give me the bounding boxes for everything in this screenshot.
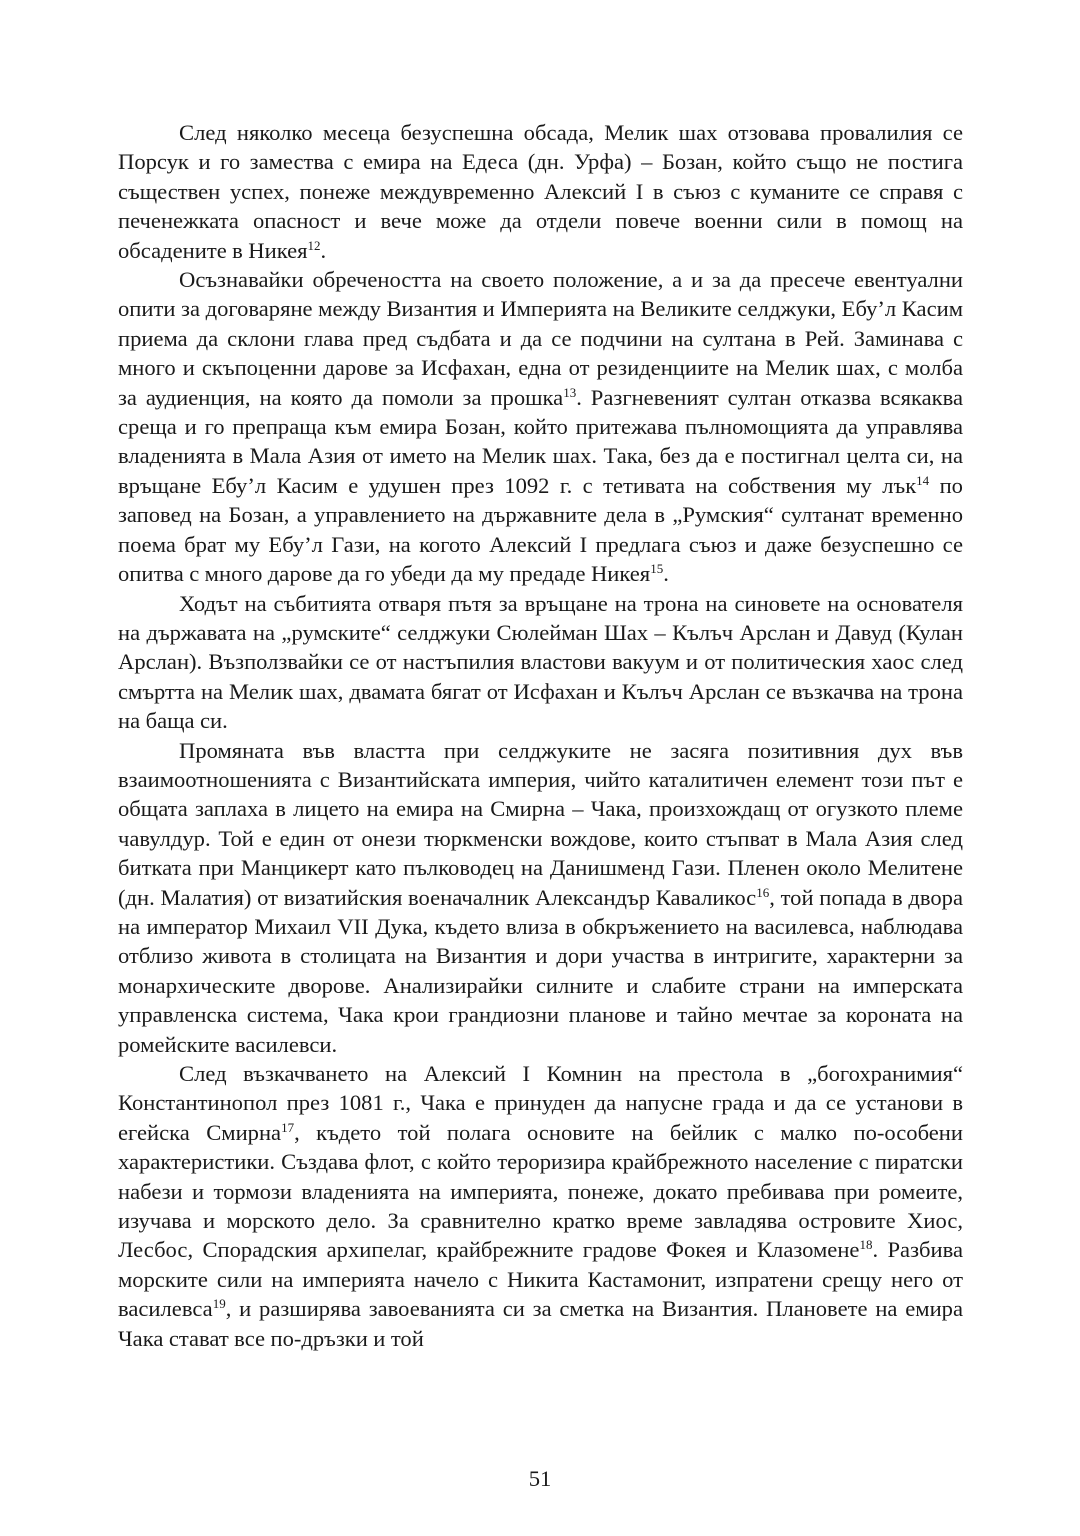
paragraph [118,736,963,1059]
paragraph-text: . Разбива морските сили на империята начело с Никита Кастамонит, изпратени срещу него от василевса [118,1237,963,1322]
document-page [118,118,963,1353]
paragraph [118,265,963,588]
paragraph-text: , той попада в двора на император Михаил VII Дука, където влиза в обкръжението на василевса, наблюдава отблизо живота в столицата на Византия и дори участва в интригите, характерни за монархическите дворове. Анализирайки силните и слабите страни на имперската управленска система, Чака крои грандиозни планове и тайно мечтае за короната на ромейските василевси. [118,884,963,1057]
footnote-ref: 14 [916,472,930,488]
paragraph-text: След възкачването на Алексий I Комнин на престола в „богохранимия“ Константинопол през 1081 г., Чака е принуден да напусне града и да се установи в егейска Смирна [118,1061,963,1145]
paragraph-text: , и разширява завоеванията си за сметка на Византия. Плановете на емира Чака стават все по-дръзки и той [118,1296,963,1351]
page-number: 51 [528,1466,552,1491]
footnote-ref: 17 [281,1119,295,1135]
footnote-ref: 15 [650,561,664,577]
paragraph [118,1059,963,1353]
paragraph-text: . [320,237,327,263]
footnote-ref: 12 [307,237,321,253]
paragraph-text: по заповед на Бозан, а управлението на държавните дела в „Румския“ султанат временно поема брат му Ебу’л Гази, на когото Алексий I предлага съюз и даже безуспешно се опитва с много дарове да го убеди да му предаде Никея [118,472,963,587]
paragraph-text: . Разгневеният султан отказва всякаква среща и го препраща към емира Бозан, който притежава пълномощията да управлява владенията в Мала Азия от името на Мелик шах. Така, без да е постигнал целта си, на връщане Ебу’л Касим е удушен през 1092 г. с тетивата на собствения му лък [118,384,963,498]
paragraph-text: . [663,561,669,587]
paragraph-text: След няколко месеца безуспешна обсада, Мелик шах отзовава провалилия се Порсук и го замества с емира на Едеса (дн. Урфа) – Бозан, който също не постига съществен успех, понеже междувременно Алексий I в съюз с куманите се справя с печенежката опасност и вече може да отдели повече военни сили в помощ на обсадените в Никея [118,120,963,263]
paragraph-text: Осъзнавайки обречеността на своето положение, а и за да пресече евентуални опити за договаряне между Византия и Империята на Великите селджуки, Ебу’л Касим приема да склони глава пред съдбата и да се подчини на султана в Рей. Заминава с много и скъпоценни дарове за Исфахан, една от резиденциите на Мелик шах, с молба за аудиенция, на която да помоли за прошка [118,267,963,410]
paragraph-text: Промяната във властта при селджуките не засяга позитивния дух във взаимоотношенията с Византийската империя, чийто каталитичен елемент този път е общата заплаха в лицето на емира на Смирна – Чака, произхождащ от огузкото племе чавулдур. Той е един от онези тюркменски вождове, които стъпват в Мала Азия след битката при Манцикерт като пълководец на Данишменд Гази. Пленен около Мелитене (дн. Малатия) от визатийския военачалник Александър Каваликос [118,737,963,910]
footnote-ref: 13 [563,384,577,400]
paragraph-text: , където той полага основите на бейлик с малко по-особени характеристики. Създава флот, с който тероризира крайбрежното население с пиратски набези и тормози владенията на империята, понеже, докато пребивава при ромеите, изучава и морското дело. За сравнително кратко време завладява островите Хиос, Лесбос, Спорадския архипелаг, крайбрежните градове Фокея и Клазомене [118,1119,963,1263]
paragraph [118,589,963,736]
paragraph-text: Ходът на събитията отваря пътя за връщане на трона на синовете на основателя на държавата на „румските“ селджуки Сюлейман Шах – Кълъч Арслан и Давуд (Кулан Арслан). Възползвайки се от настъпилия властови вакуум и от политическия хаос след смъртта на Мелик шах, двамата бягат от Исфахан и Кълъч Арслан се възкачва на трона на баща си. [118,590,963,734]
footnote-ref: 19 [212,1296,226,1312]
paragraph [118,118,963,265]
footnote-ref: 16 [756,884,770,900]
footnote-ref: 18 [859,1237,873,1253]
